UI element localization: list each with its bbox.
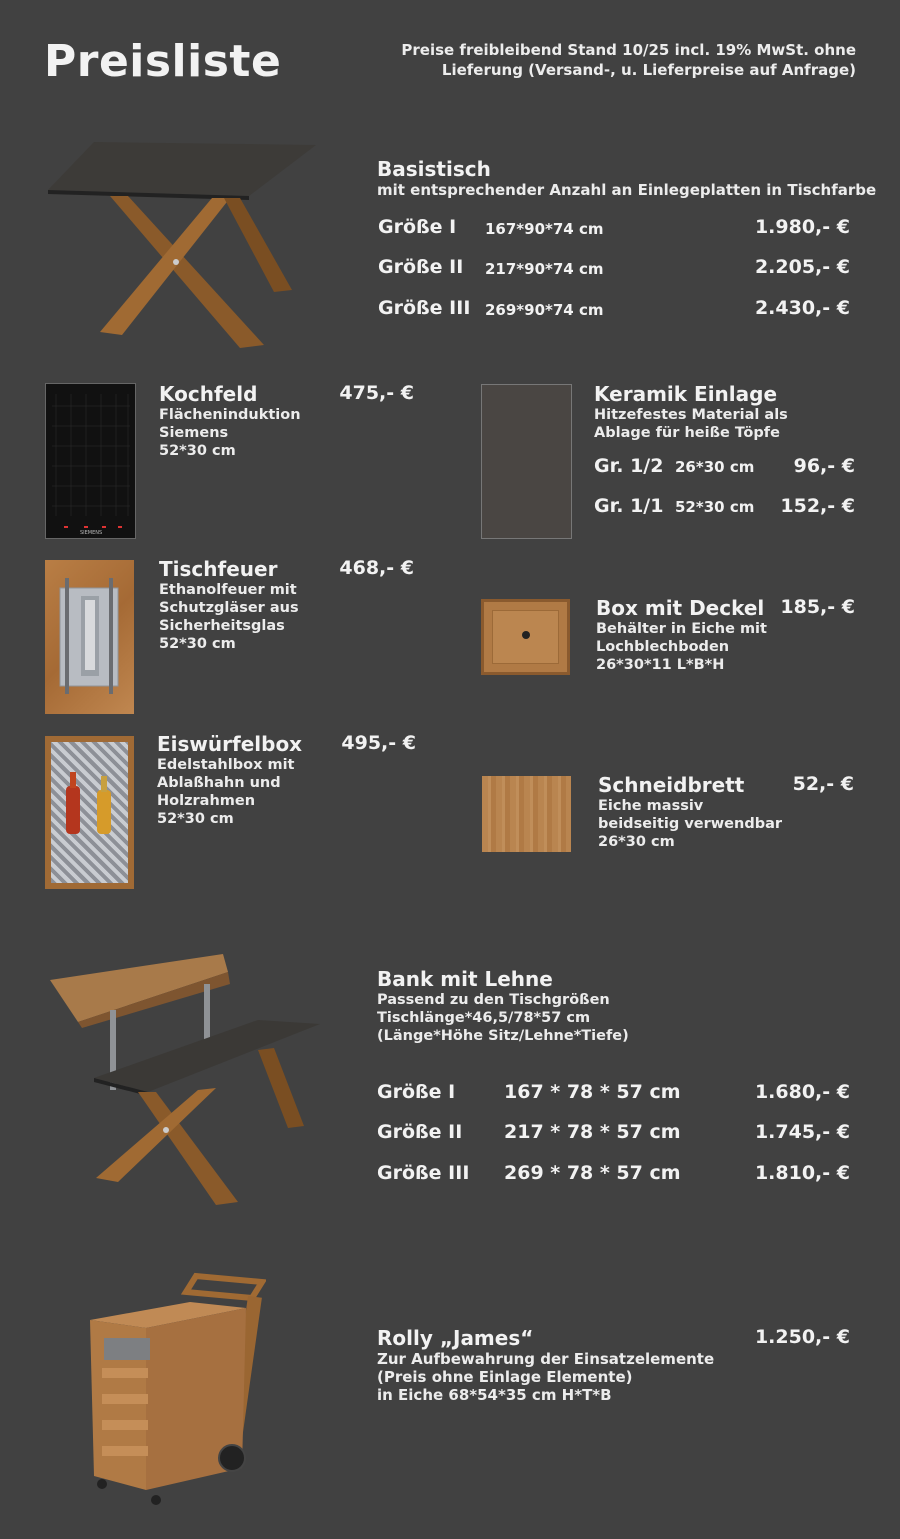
kochfeld-brand: SIEMENS [80, 530, 103, 536]
tischfeuer-desc-line: Schutzgläser aus [159, 600, 299, 616]
kochfeld-desc-line: Siemens [159, 425, 229, 441]
keramik-desc-line: Ablage für heiße Töpfe [594, 425, 780, 441]
kochfeld-desc-line: Flächeninduktion [159, 407, 301, 423]
keramik-size-2-label: Gr. 1/1 [594, 495, 664, 517]
eiswuerfelbox-desc-line: Ablaßhahn und [157, 775, 281, 791]
bank-size-3-label: Größe III [377, 1162, 470, 1184]
tischfeuer-desc-line: 52*30 cm [159, 636, 236, 652]
basistisch-size-2-label: Größe II [378, 256, 464, 278]
eiswuerfelbox-desc-line: Edelstahlbox mit [157, 757, 295, 773]
eiswuerfelbox-desc-line: 52*30 cm [157, 811, 234, 827]
eiswuerfelbox-image [45, 736, 134, 889]
rolly-desc-line: Zur Aufbewahrung der Einsatzelemente [377, 1350, 715, 1368]
keramik-size-2-dims: 52*30 cm [675, 498, 755, 516]
basistisch-size-3-dims: 269*90*74 cm [485, 301, 604, 319]
bank-size-2-label: Größe II [377, 1121, 463, 1143]
keramik-size-1-price: 96,- € [793, 455, 855, 477]
schneidbrett-desc [598, 797, 782, 851]
kochfeld-image [45, 383, 136, 539]
box-price: 185,- € [780, 596, 855, 618]
bank-size-1-label: Größe I [377, 1081, 456, 1103]
basistisch-size-1-dims: 167*90*74 cm [485, 220, 604, 238]
kochfeld-price: 475,- € [339, 382, 414, 404]
keramik-desc-line: Hitzefestes Material als [594, 407, 788, 423]
eiswuerfelbox-title: Eiswürfelbox [157, 732, 303, 756]
keramik-size-1-dims: 26*30 cm [675, 458, 755, 476]
tischfeuer-desc [159, 581, 299, 653]
bank-size-3-price: 1.810,- € [754, 1162, 850, 1184]
bank-image [48, 950, 323, 1210]
basistisch-size-2-dims: 217*90*74 cm [485, 260, 604, 278]
schneidbrett-title: Schneidbrett [598, 773, 745, 797]
rolly-image [86, 1272, 266, 1512]
bank-desc-line: (Länge*Höhe Sitz/Lehne*Tiefe) [377, 1028, 629, 1044]
tischfeuer-image [45, 560, 134, 714]
bank-desc [377, 991, 629, 1045]
basistisch-size-3-price: 2.430,- € [754, 297, 850, 319]
keramik-image [481, 384, 572, 539]
kochfeld-desc-line: 52*30 cm [159, 443, 236, 459]
bank-size-2-dims: 217 * 78 * 57 cm [504, 1121, 681, 1143]
keramik-desc [594, 406, 788, 442]
keramik-title: Keramik Einlage [594, 382, 778, 406]
tischfeuer-desc-line: Ethanolfeuer mit [159, 582, 297, 598]
price-note-line-1: Preise freibleibend Stand 10/25 incl. 19% MwSt. ohne [401, 41, 856, 59]
bank-size-3-dims: 269 * 78 * 57 cm [504, 1162, 681, 1184]
schneidbrett-image [482, 776, 571, 852]
box-title: Box mit Deckel [596, 596, 765, 620]
box-desc-line: Behälter in Eiche mit [596, 621, 767, 637]
basistisch-size-3-label: Größe III [378, 297, 471, 319]
page-title: Preisliste [44, 36, 282, 87]
bank-size-2-price: 1.745,- € [754, 1121, 850, 1143]
price-note [336, 40, 856, 80]
kochfeld-title: Kochfeld [159, 382, 258, 406]
schneidbrett-price: 52,- € [792, 773, 854, 795]
schneidbrett-desc-line: 26*30 cm [598, 834, 675, 850]
eiswuerfelbox-desc-line: Holzrahmen [157, 793, 256, 809]
basistisch-title: Basistisch [377, 157, 491, 181]
tischfeuer-title: Tischfeuer [159, 557, 278, 581]
basistisch-image [44, 140, 320, 350]
box-image [481, 599, 570, 675]
basistisch-size-1-label: Größe I [378, 216, 457, 238]
rolly-price: 1.250,- € [754, 1326, 850, 1348]
keramik-size-1-label: Gr. 1/2 [594, 455, 664, 477]
rolly-desc-line: in Eiche 68*54*35 cm H*T*B [377, 1386, 612, 1404]
bank-size-1-price: 1.680,- € [754, 1081, 850, 1103]
rolly-desc [377, 1350, 714, 1404]
box-desc-line: Lochblechboden [596, 639, 730, 655]
basistisch-size-2-price: 2.205,- € [754, 256, 850, 278]
kochfeld-desc [159, 406, 301, 460]
schneidbrett-desc-line: Eiche massiv [598, 798, 704, 814]
eiswuerfelbox-desc [157, 756, 294, 828]
schneidbrett-desc-line: beidseitig verwendbar [598, 816, 783, 832]
bank-desc-line: Tischlänge*46,5/78*57 cm [377, 1010, 591, 1026]
basistisch-size-1-price: 1.980,- € [754, 216, 850, 238]
price-note-line-2: Lieferung (Versand-, u. Lieferpreise auf Anfrage) [441, 61, 856, 79]
tischfeuer-desc-line: Sicherheitsglas [159, 618, 285, 634]
bank-size-1-dims: 167 * 78 * 57 cm [504, 1081, 681, 1103]
rolly-title: Rolly „James“ [377, 1326, 534, 1350]
box-desc-line: 26*30*11 L*B*H [596, 657, 725, 673]
box-desc [596, 620, 767, 674]
keramik-size-2-price: 152,- € [780, 495, 855, 517]
eiswuerfelbox-price: 495,- € [341, 732, 416, 754]
bank-title: Bank mit Lehne [377, 967, 553, 991]
tischfeuer-price: 468,- € [339, 557, 414, 579]
rolly-desc-line: (Preis ohne Einlage Elemente) [377, 1368, 633, 1386]
bank-desc-line: Passend zu den Tischgrößen [377, 992, 610, 1008]
basistisch-subtitle: mit entsprechender Anzahl an Einlegeplatten in Tischfarbe [377, 181, 877, 199]
